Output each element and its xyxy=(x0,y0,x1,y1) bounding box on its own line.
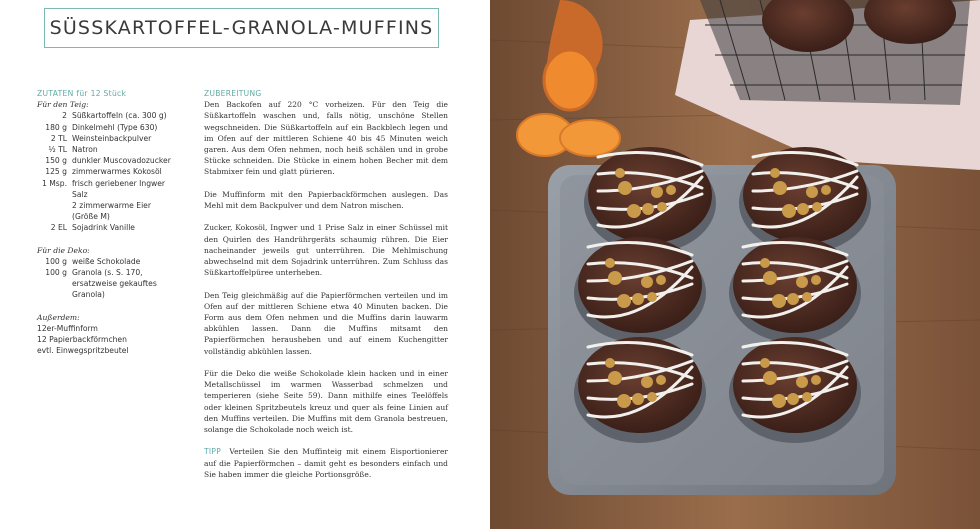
ingredient-quantity: 180 g xyxy=(45,122,67,132)
preparation-paragraph: Den Backofen auf 220 °C vorheizen. Für den Teig die Süßkartoffeln waschen und, falls nötig, unschöne Stellen wegschneiden. Die Süßkartoffeln auf ein Backblech legen und im Ofen auf der mittleren Schiene 40 bis 45 Minuten weich garen. Aus dem Ofen nehmen, noch heiß schälen und in grobe Stücke schneiden. Die Stücke in einem hohen Becher mit dem Stabmixer fein und glatt pürieren. xyxy=(204,100,448,177)
ingredient-row xyxy=(37,155,197,166)
granola-cluster xyxy=(811,275,821,285)
ingredient-name: frisch geriebener Ingwer xyxy=(72,178,166,188)
granola-cluster xyxy=(656,275,666,285)
ingredient-row xyxy=(37,278,197,289)
ingredient-name: Weinsteinbackpulver xyxy=(72,133,152,143)
granola-cluster xyxy=(642,203,654,215)
ingredient-name: (Größe M) xyxy=(72,212,110,222)
extras-item: 12er-Muffinform xyxy=(37,323,98,333)
granola-cluster xyxy=(811,375,821,385)
granola-cluster xyxy=(632,393,644,405)
granola-cluster xyxy=(608,371,622,385)
ingredient-row xyxy=(37,211,197,222)
granola-cluster xyxy=(760,358,770,368)
granola-cluster xyxy=(647,292,657,302)
ingredient-row xyxy=(37,110,197,121)
granola-cluster xyxy=(605,258,615,268)
granola-cluster xyxy=(617,394,631,408)
tip-label: TIPP xyxy=(204,447,222,457)
granola-cluster xyxy=(641,276,653,288)
granola-cluster xyxy=(651,186,663,198)
granola-cluster xyxy=(821,185,831,195)
ingredient-quantity xyxy=(37,200,72,211)
ingredient-quantity xyxy=(37,289,72,300)
muffin-photo-illustration xyxy=(490,0,980,529)
ingredient-row xyxy=(37,200,197,211)
granola-cluster xyxy=(773,181,787,195)
extras-item: evtl. Einwegspritzbeutel xyxy=(37,346,129,356)
preparation-paragraph: Die Muffinform mit den Papierbackförmchen auslegen. Das Mehl mit dem Backpulver und dem Natron mischen. xyxy=(204,189,448,211)
extras-heading: Außerdem: xyxy=(37,312,80,322)
ingredient-quantity: 100 g xyxy=(45,256,67,266)
granola-cluster xyxy=(666,185,676,195)
ingredient-name: ersatzweise gekauftes xyxy=(72,279,157,289)
ingredient-name: weiße Schokolade xyxy=(72,256,141,266)
ingredient-name: 2 zimmerwarme Eier xyxy=(72,201,151,211)
ingredient-name: Natron xyxy=(72,145,98,155)
ingredient-name: zimmerwarmes Kokosöl xyxy=(72,167,162,177)
preparation-paragraph: Den Teig gleichmäßig auf die Papierförmchen verteilen und im Ofen auf der mittleren Schiene etwa 40 Minuten backen. Die Form aus dem Ofen nehmen und die Muffins darin lauwarm abkühlen lassen. Dann die Muffins mitsamt den Papierförmchen herausheben und auf einem Kuchengitter vollständig abkühlen lassen. xyxy=(204,290,448,356)
ingredient-name: Salz xyxy=(72,189,88,199)
granola-cluster xyxy=(763,271,777,285)
granola-cluster xyxy=(802,392,812,402)
ingredient-quantity: 2 EL xyxy=(50,223,67,233)
tip-paragraph xyxy=(204,446,448,480)
granola-cluster xyxy=(782,204,796,218)
ingredient-name: Süßkartoffeln (ca. 300 g) xyxy=(72,111,167,121)
preparation-paragraph: Für die Deko die weiße Schokolade klein hacken und in einer Metallschüssel im warmen Wasserbad schmelzen und temperieren (siehe Seite 59). Dann mithilfe eines Teelöffels oder kleinen Spritzbeutels kreuz und quer als feine Linien auf den Muffins verteilen. Die Muffins mit dem Granola bestreuen, solange die Schokolade noch weich ist. xyxy=(204,369,448,435)
ingredient-quantity xyxy=(37,211,72,222)
extras-list xyxy=(37,323,197,357)
granola-cluster xyxy=(787,293,799,305)
granola-cluster xyxy=(608,271,622,285)
tip-text: Verteilen Sie den Muffinteig mit einem Eisportionierer auf die Papierförmchen – damit geht es besonders einfach und Sie haben immer die gleiche Portionsgröße. xyxy=(204,447,448,479)
title-box xyxy=(44,8,439,48)
granola-cluster xyxy=(797,203,809,215)
granola-cluster xyxy=(657,202,667,212)
granola-cluster xyxy=(802,292,812,302)
ingredients-list-dough xyxy=(37,110,197,233)
ingredients-column xyxy=(37,88,197,356)
ingredient-row xyxy=(37,256,197,267)
preparation-heading: ZUBEREITUNG xyxy=(204,89,262,98)
granola-cluster xyxy=(760,258,770,268)
ingredient-row xyxy=(37,144,197,155)
ingredient-quantity: 100 g xyxy=(45,268,67,278)
granola-cluster xyxy=(770,168,780,178)
muffin-photo xyxy=(490,0,980,529)
extras-item: 12 Papierbackförmchen xyxy=(37,335,127,345)
granola-cluster xyxy=(812,202,822,212)
ingredient-row xyxy=(37,222,197,233)
granola-cluster xyxy=(647,392,657,402)
ingredient-name: Dinkelmehl (Type 630) xyxy=(72,122,158,132)
ingredients-subheading: Für die Deko: xyxy=(37,245,90,255)
ingredient-quantity xyxy=(37,189,72,200)
granola-cluster xyxy=(806,186,818,198)
granola-cluster xyxy=(627,204,641,218)
granola-cluster xyxy=(641,376,653,388)
preparation-column xyxy=(204,88,448,491)
granola-cluster xyxy=(772,394,786,408)
granola-cluster xyxy=(796,276,808,288)
ingredient-row xyxy=(37,267,197,278)
ingredient-row xyxy=(37,178,197,189)
granola-cluster xyxy=(656,375,666,385)
ingredient-row xyxy=(37,289,197,300)
ingredient-row xyxy=(37,122,197,133)
ingredient-quantity: 2 xyxy=(62,111,67,121)
granola-cluster xyxy=(605,358,615,368)
preparation-paragraph: Zucker, Kokosöl, Ingwer und 1 Prise Salz in einer Schüssel mit den Quirlen des Handrührgeräts schaumig rühren. Die Eier nacheinander jeweils gut unterrühren. Die Mehlmischung abwechselnd mit dem Sojadrink unterrühren. Zum Schluss das Süßkartoffelpüree unterheben. xyxy=(204,223,448,278)
granola-cluster xyxy=(615,168,625,178)
granola-cluster xyxy=(796,376,808,388)
ingredient-quantity: 150 g xyxy=(45,156,67,166)
ingredients-heading: ZUTATEN für 12 Stück xyxy=(37,89,127,98)
ingredient-row xyxy=(37,133,197,144)
granola-cluster xyxy=(787,393,799,405)
ingredients-subheading: Für den Teig: xyxy=(37,100,89,110)
ingredient-quantity: ½ TL xyxy=(48,145,67,155)
ingredient-row xyxy=(37,166,197,177)
recipe-title: SÜSSKARTOFFEL-GRANOLA-MUFFINS xyxy=(49,17,434,39)
ingredient-quantity: 125 g xyxy=(45,167,67,177)
granola-cluster xyxy=(632,293,644,305)
ingredients-list-deco xyxy=(37,256,197,301)
ingredient-name: Granola (s. S. 170, xyxy=(72,268,143,278)
ingredient-row xyxy=(37,189,197,200)
granola-cluster xyxy=(772,294,786,308)
granola-cluster xyxy=(618,181,632,195)
granola-cluster xyxy=(617,294,631,308)
ingredient-name: Granola) xyxy=(72,290,105,300)
cooling-rack xyxy=(700,0,970,105)
ingredient-name: dunkler Muscovadozucker xyxy=(72,156,171,166)
ingredient-quantity xyxy=(37,278,72,289)
ingredient-quantity: 1 Msp. xyxy=(42,178,67,188)
ingredient-name: Sojadrink Vanille xyxy=(72,223,135,233)
ingredient-quantity: 2 TL xyxy=(50,133,67,143)
granola-cluster xyxy=(763,371,777,385)
